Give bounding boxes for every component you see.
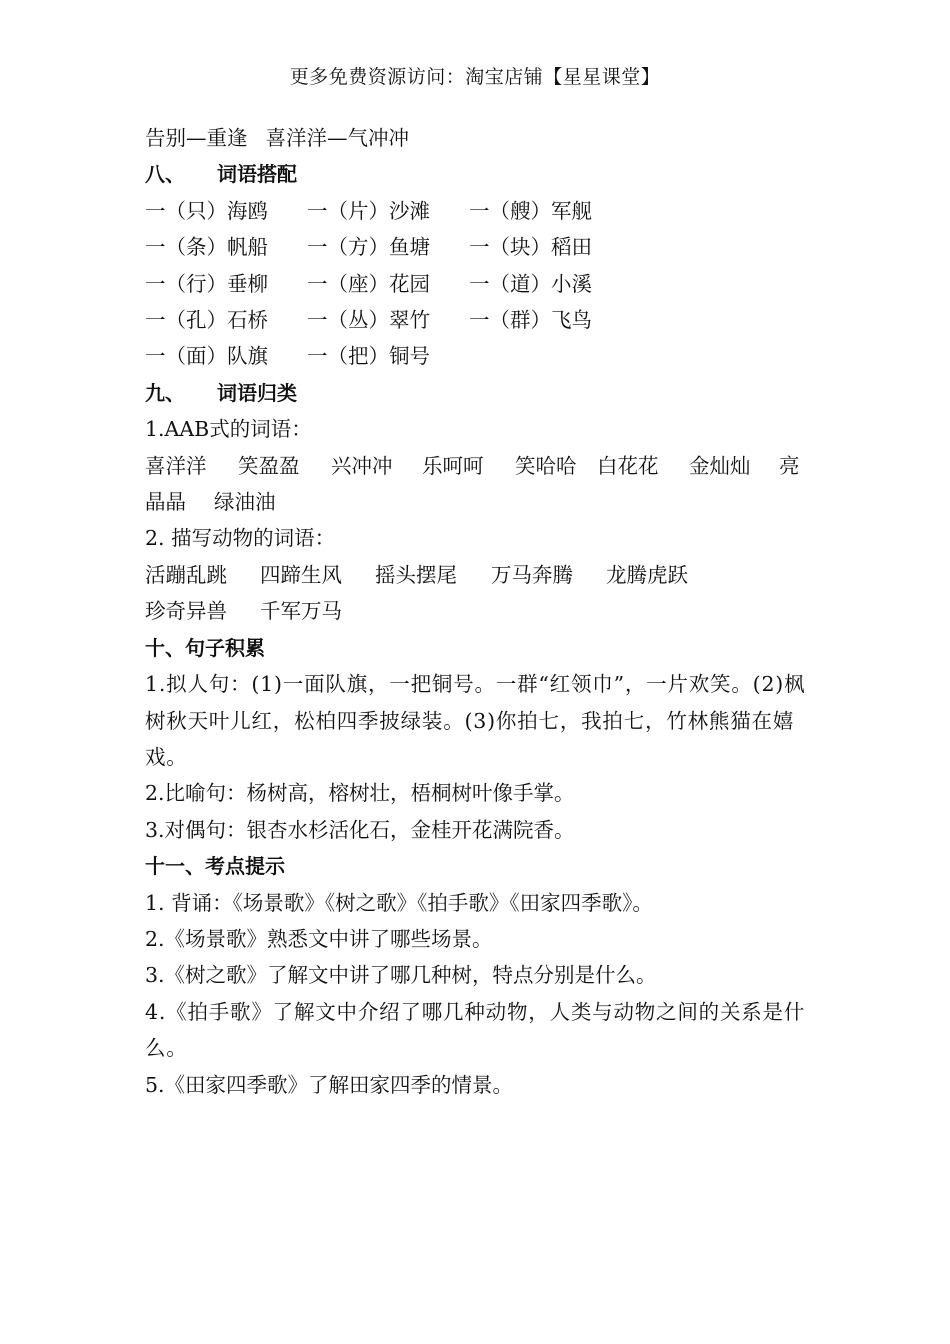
word: 兴冲冲	[331, 453, 393, 478]
collocation-item: 一（面）队旗	[145, 344, 268, 369]
page-header: 更多免费资源访问：淘宝店铺【星星课堂】	[289, 66, 661, 88]
word: 摇头摆尾	[375, 562, 457, 587]
section-heading: 十、句子积累	[145, 635, 265, 660]
paragraph: 2.《场景歌》熟悉文中讲了哪些场景。	[145, 926, 493, 951]
document-body	[145, 120, 813, 1103]
word: 笑盈盈	[238, 453, 300, 478]
subheading: 1.AAB式的词语：	[145, 417, 312, 442]
word: 乐呵呵	[422, 453, 484, 478]
section-title: 词语归类	[217, 380, 297, 405]
word: 龙腾虎跃	[606, 562, 688, 587]
collocation-row	[145, 302, 813, 338]
collocation-item: 一（方）鱼塘	[307, 235, 430, 260]
word: 活蹦乱跳	[145, 562, 227, 587]
word: 四蹄生风	[260, 562, 342, 587]
section-number: 九、	[145, 380, 185, 405]
collocation-item: 一（条）帆船	[145, 235, 268, 260]
section-heading: 十一、考点提示	[145, 854, 285, 879]
word: 绿油油	[214, 490, 276, 515]
word-list	[145, 557, 813, 593]
collocation-item: 一（孔）石桥	[145, 308, 268, 333]
section-heading	[145, 156, 813, 192]
paragraph: 1. 背诵：《场景歌》《树之歌》《拍手歌》《田家四季歌》。	[145, 890, 653, 915]
section-heading	[145, 375, 813, 411]
word: 笑哈哈	[515, 453, 577, 478]
word: 白花花	[597, 453, 659, 478]
antonym-line	[145, 120, 813, 156]
word-list	[145, 593, 813, 629]
collocation-item: 一（丛）翠竹	[307, 308, 430, 333]
collocation-item: 一（行）垂柳	[145, 271, 268, 296]
paragraph: 1.拟人句：(1)一面队旗，一把铜号。一群“红领巾”，一片欢笑。(2)枫树秋天叶儿红，松柏四季披绿装。(3)你拍七，我拍七，竹林熊猫在嬉戏。	[145, 672, 806, 769]
collocation-row	[145, 266, 813, 302]
paragraph: 2.比喻句：杨树高，榕树壮，梧桐树叶像手掌。	[145, 781, 575, 806]
word: 金灿灿	[689, 453, 751, 478]
collocation-item: 一（道）小溪	[469, 271, 592, 296]
collocation-item: 一（片）沙滩	[307, 198, 430, 223]
word-list	[145, 484, 813, 520]
collocation-row	[145, 338, 813, 374]
word: 珍奇异兽	[145, 599, 227, 624]
collocation-item: 一（只）海鸥	[145, 198, 268, 223]
section-number: 八、	[145, 162, 185, 187]
antonym-pair: 喜洋洋—气冲冲	[265, 126, 409, 150]
word: 万马奔腾	[491, 562, 573, 587]
paragraph: 3.对偶句：银杏水杉活化石，金桂开花满院香。	[145, 817, 575, 842]
collocation-item: 一（座）花园	[307, 271, 430, 296]
collocation-row	[145, 229, 813, 265]
collocation-item: 一（群）飞鸟	[469, 308, 592, 333]
word: 亮	[779, 453, 800, 478]
word: 晶晶	[145, 490, 186, 515]
subheading: 2. 描写动物的词语：	[145, 526, 336, 551]
paragraph: 3.《树之歌》了解文中讲了哪几种树，特点分别是什么。	[145, 963, 657, 988]
collocation-row	[145, 193, 813, 229]
collocation-item: 一（把）铜号	[307, 344, 430, 369]
word-list	[145, 448, 813, 484]
paragraph: 4.《拍手歌》了解文中介绍了哪几种动物，人类与动物之间的关系是什么。	[145, 999, 806, 1061]
paragraph: 5.《田家四季歌》了解田家四季的情景。	[145, 1072, 514, 1097]
word: 喜洋洋	[145, 453, 207, 478]
collocation-item: 一（块）稻田	[469, 235, 592, 260]
section-title: 词语搭配	[217, 162, 297, 187]
antonym-pair: 告别—重逢	[145, 126, 248, 150]
collocation-item: 一（艘）军舰	[469, 198, 592, 223]
word: 千军万马	[260, 599, 342, 624]
